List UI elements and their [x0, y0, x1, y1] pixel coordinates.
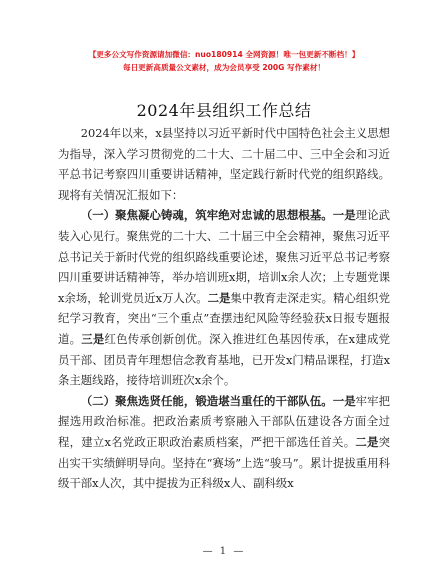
- section-1-text-1: 理论武装入心见行。聚焦党的二十大、二十届三中全会精神，聚焦习近平总书记关于新时代党的组织路线重要论述，聚焦习近平总书记考察四川重要讲话精神等，举办培训班x期，培训x余人次；上专题党课x余场，轮训党员近x万人次。: [58, 208, 390, 305]
- section-1-lead-1: 一是: [332, 208, 356, 223]
- section-2-paragraph: [58, 391, 390, 494]
- section-1-lead-2: 二是: [207, 290, 231, 305]
- section-2-heading: （二）聚焦选贤任能，锻造堪当重任的干部队伍。: [80, 393, 333, 408]
- page-number: — 1 —: [202, 546, 246, 557]
- section-1-lead-3: 三是: [81, 331, 105, 346]
- section-2-lead-1: 一是: [332, 393, 356, 408]
- section-2-text-1: 牢牢把握选用政治标准。把政治素质考察融入干部队伍建设各方面全过程，建立x名党政正职政治素质档案，严把干部选任首关。: [58, 393, 390, 449]
- section-2-text-2: 突出实干实绩鲜明导向。坚持在“赛场”上选“骏马”。累计提拔重用科级干部x人次，其中提拔为正科级x人、副科级x: [58, 434, 390, 491]
- section-1-text-3: 红色传承创新创优。深入推进红色基因传承，在x建成党员干部、团员青年理想信念教育基地，已开发x门精品课程，打造x条主题线路，接待培训班次x余个。: [58, 331, 390, 388]
- intro-paragraph: 2024年以来，x县坚持以习近平新时代中国特色社会主义思想为指导，深入学习贯彻党的二十大、二十届二中、三中全会和习近平总书记考察四川重要讲话精神，坚定践行新时代党的组织路线。现将有关情况汇报如下：: [58, 126, 390, 202]
- section-2-lead-2: 二是: [355, 434, 379, 449]
- promo-banner-line-2: 每日更新高质量公文素材，成为会员享受 200G 写作素材！: [122, 63, 326, 72]
- promo-banner-line-1: 【更多公文写作资源请加微信：nuo180914 全网资源！唯一包更新不断档！】: [88, 50, 360, 59]
- section-1-text-2: 集中教育走深走实。精心组织党纪学习教育，突出“三个重点”查摆违纪风险等经验获x日报专题报道。: [58, 290, 390, 346]
- document-body: [58, 123, 390, 494]
- section-1-paragraph: [58, 205, 390, 390]
- section-1-heading: （一）聚焦凝心铸魂，筑牢绝对忠诚的思想根基。: [80, 208, 333, 223]
- document-title: 2024年县组织工作总结: [136, 101, 312, 120]
